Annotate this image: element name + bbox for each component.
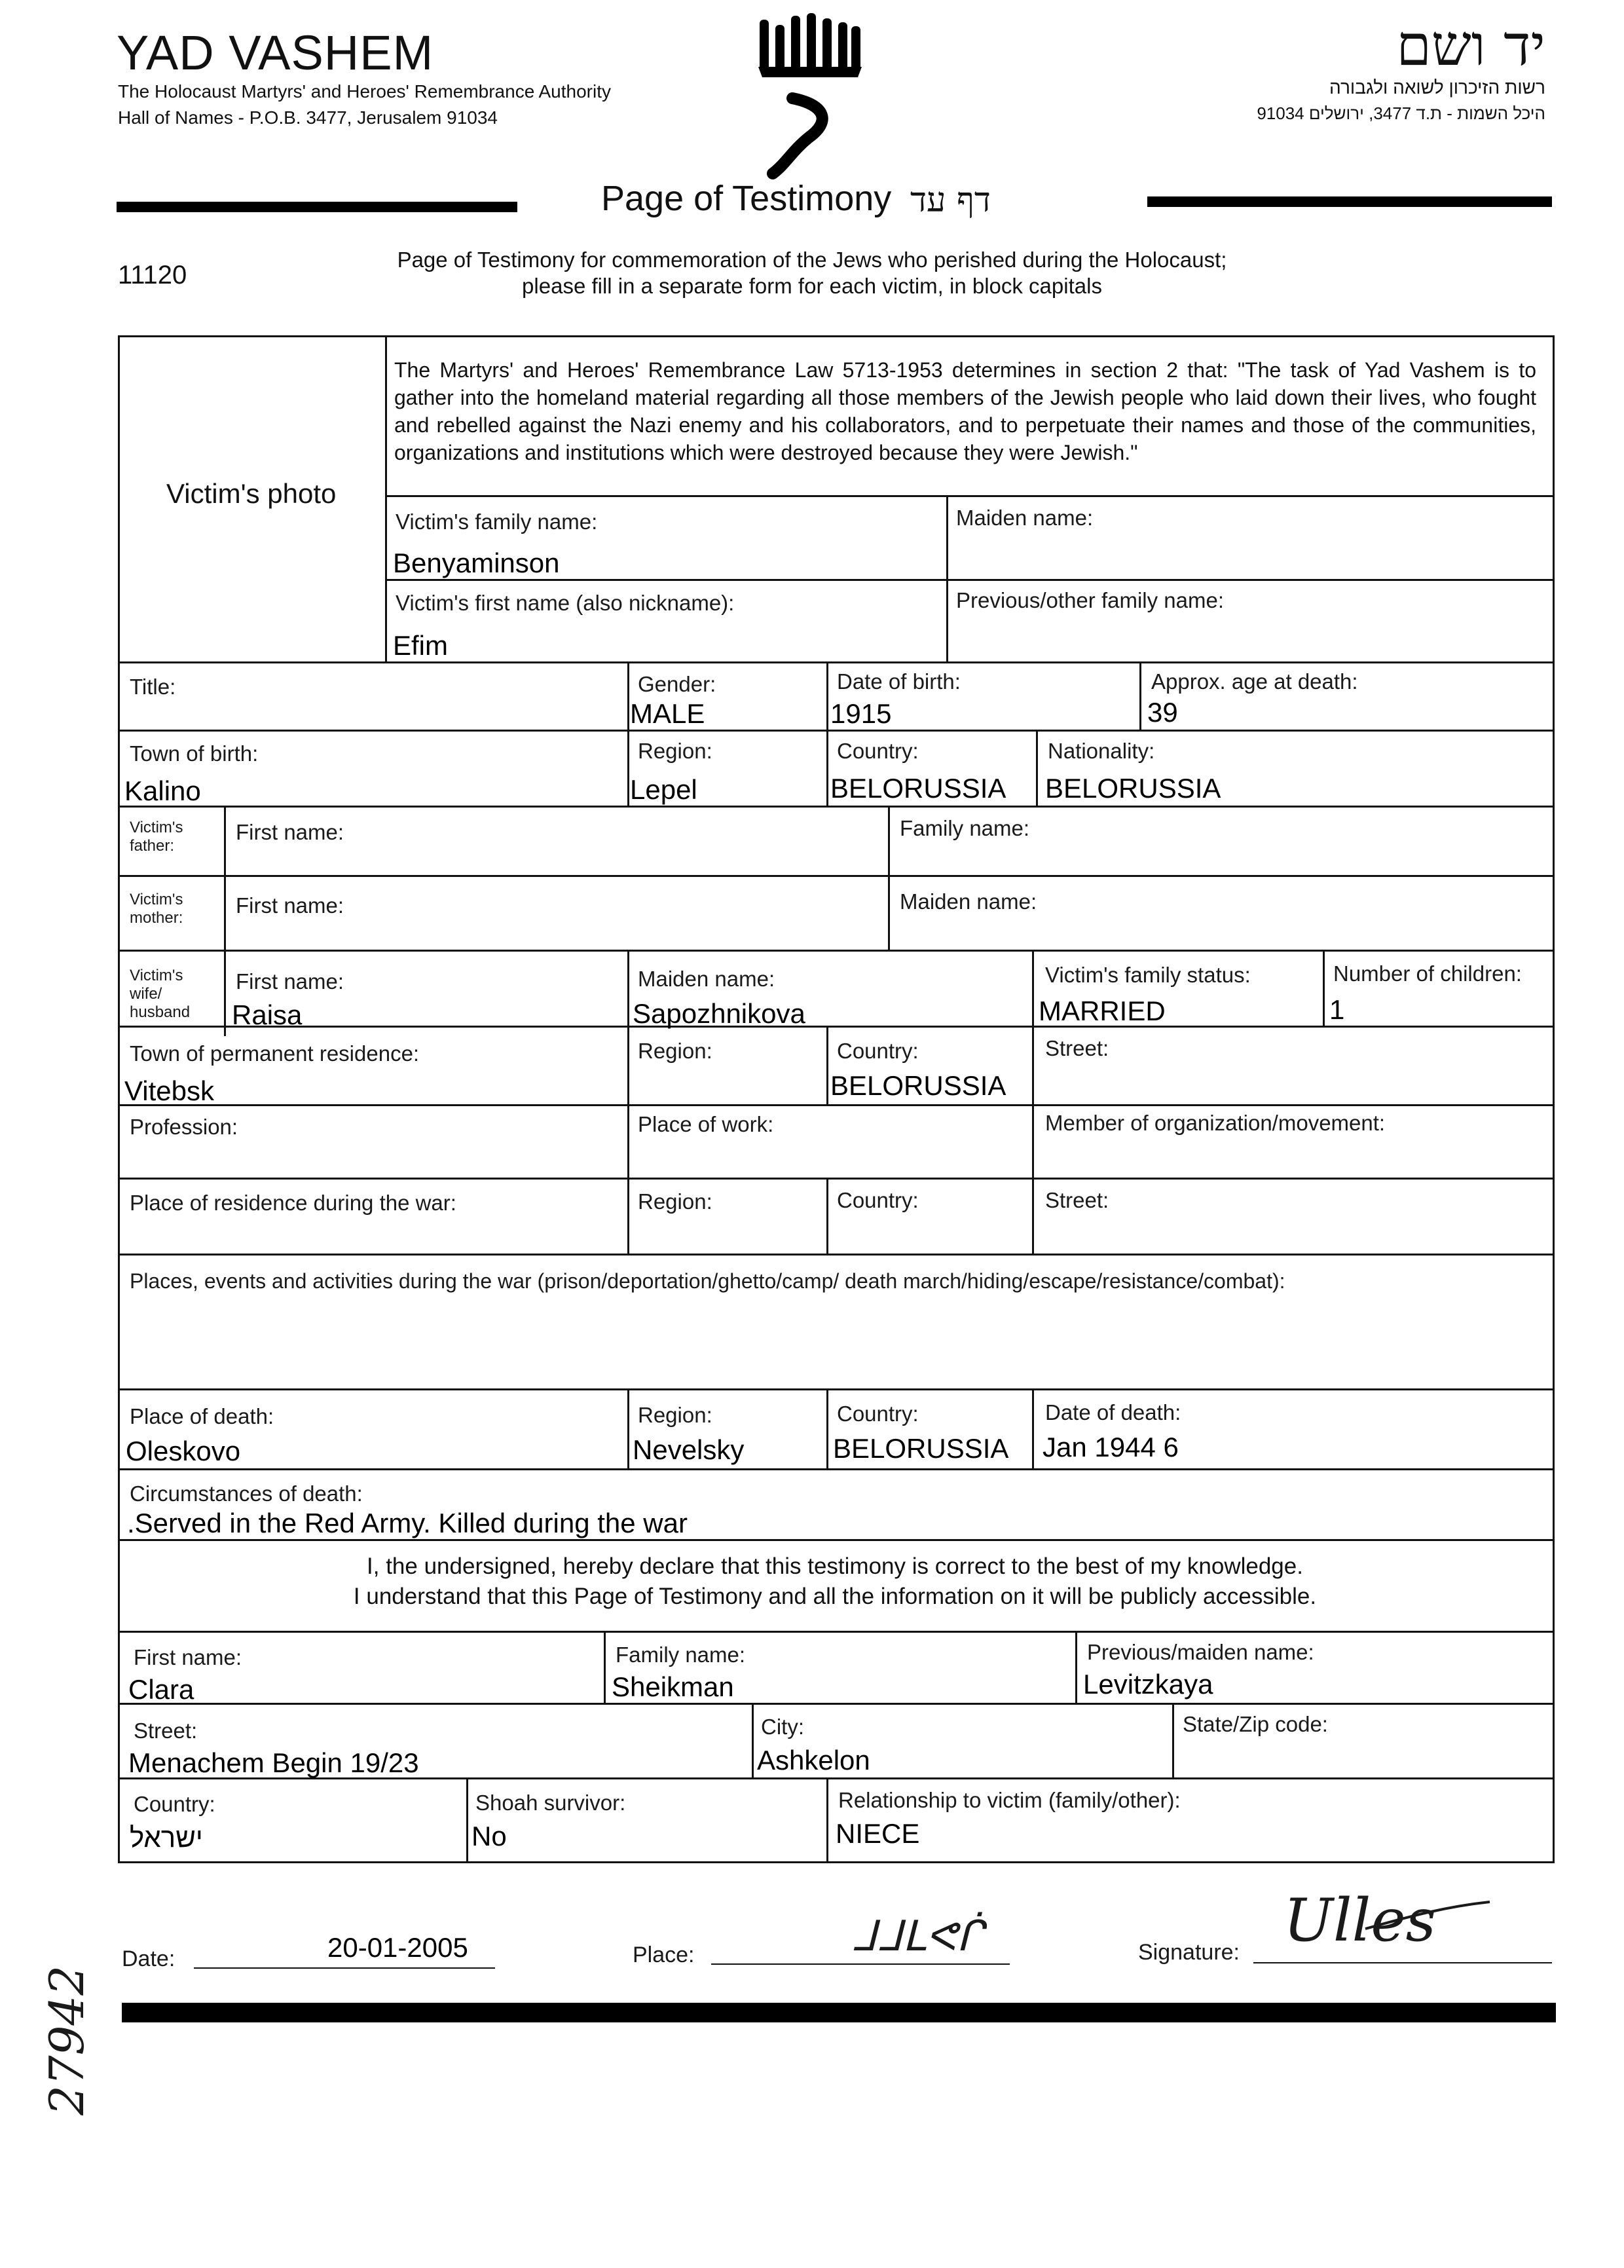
- gender-value[interactable]: MALE: [630, 698, 705, 729]
- intro-line-2: please fill in a separate form for each victim, in block capitals: [522, 274, 1102, 298]
- birth-country-label: Country:: [837, 739, 919, 763]
- nationality-label: Nationality:: [1048, 739, 1155, 763]
- submitter-first-name-value[interactable]: Clara: [128, 1674, 194, 1705]
- submitter-city-label: City:: [761, 1715, 804, 1739]
- submitter-prev-name-value[interactable]: Levitzkaya: [1083, 1669, 1213, 1700]
- victim-first-name-label: Victim's first name (also nickname):: [396, 591, 735, 615]
- signature-flourish-icon: [1362, 1899, 1493, 1939]
- nationality-value[interactable]: BELORUSSIA: [1045, 773, 1221, 804]
- shoah-survivor-label: Shoah survivor:: [475, 1791, 626, 1815]
- death-region-label: Region:: [638, 1403, 712, 1427]
- intro-line-1: Page of Testimony for commemoration of the Jews who perished during the Holocaust;: [397, 248, 1227, 272]
- spouse-maiden-name-value[interactable]: Sapozhnikova: [633, 998, 805, 1029]
- member-organization-label: Member of organization/movement:: [1045, 1111, 1386, 1135]
- org-name-hebrew: יד ושם: [1396, 13, 1545, 79]
- war-street-label: Street:: [1045, 1188, 1109, 1212]
- family-status-label: Victim's family status:: [1045, 963, 1251, 987]
- org-address-hebrew: היכל השמות - ת.ד 3477, ירושלים 91034: [1257, 103, 1545, 123]
- footer-date-value[interactable]: 20-01-2005: [327, 1932, 468, 1963]
- mother-maiden-name-label: Maiden name:: [900, 889, 1037, 914]
- death-country-label: Country:: [837, 1402, 919, 1426]
- circumstances-label: Circumstances of death:: [130, 1481, 363, 1506]
- residence-street-label: Street:: [1045, 1036, 1109, 1060]
- submitter-country-value[interactable]: ישראל: [130, 1822, 203, 1853]
- signature-handwritten[interactable]: Ulles: [1283, 1886, 1436, 1955]
- menorah-logo-icon: [753, 7, 864, 183]
- spouse-first-name-value[interactable]: Raisa: [232, 999, 303, 1030]
- date-of-death-label: Date of death:: [1045, 1400, 1181, 1424]
- law-text: The Martyrs' and Heroes' Remembrance Law 5713-1953 determines in section 2 that: "The task of Yad Vashem is to gather into the homeland material regarding all those members of the Jewish people who laid down their lives, who fought and rebelled against the Nazi enemy and his collaborators, and to perpetuate their names and those of the communities, organizations and institutions which were destroyed because they were Jewish.": [394, 358, 1536, 464]
- birth-region-value[interactable]: Lepel: [630, 774, 697, 805]
- birth-country-value[interactable]: BELORUSSIA: [830, 773, 1006, 804]
- date-of-birth-label: Date of birth:: [837, 669, 961, 694]
- footer-place-label: Place:: [633, 1943, 695, 1967]
- town-of-birth-value[interactable]: Kalino: [124, 775, 201, 806]
- org-address: Hall of Names - P.O.B. 3477, Jerusalem 91034: [118, 107, 498, 128]
- war-events-label: Places, events and activities during the war (prison/deportation/ghetto/camp/ death march/hiding/escape/resistance/combat):: [130, 1269, 1285, 1293]
- date-of-death-value[interactable]: Jan 1944 6: [1043, 1432, 1179, 1462]
- victim-family-name[interactable]: Benyaminson: [393, 548, 560, 578]
- maiden-name-label: Maiden name:: [956, 506, 1094, 530]
- war-country-label: Country:: [837, 1188, 919, 1212]
- submitter-zip-label: State/Zip code:: [1183, 1712, 1328, 1736]
- death-region-value[interactable]: Nevelsky: [633, 1434, 745, 1465]
- footer-signature-line: [1253, 1962, 1552, 1963]
- permanent-residence-label: Town of permanent residence:: [130, 1041, 420, 1066]
- permanent-residence-value[interactable]: Vitebsk: [124, 1075, 214, 1106]
- org-subtitle: The Holocaust Martyrs' and Heroes' Remembrance Authority: [118, 81, 612, 102]
- submitter-first-name-label: First name:: [134, 1645, 242, 1669]
- title-bar-right: [1147, 196, 1552, 207]
- submitter-family-name-label: Family name:: [616, 1643, 746, 1667]
- title-bar-left: [117, 202, 517, 212]
- submitter-street-label: Street:: [134, 1719, 198, 1743]
- relationship-label: Relationship to victim (family/other):: [838, 1788, 1181, 1812]
- town-of-birth-label: Town of birth:: [130, 741, 259, 766]
- father-family-name-label: Family name:: [900, 816, 1030, 840]
- margin-handwritten-number: 27942: [39, 1965, 94, 2115]
- org-subtitle-hebrew: רשות הזיכרון לשואה ולגבורה: [1329, 77, 1545, 98]
- war-region-label: Region:: [638, 1189, 712, 1214]
- submitter-street-value[interactable]: Menachem Begin 19/23: [128, 1747, 419, 1778]
- org-name: YAD VASHEM: [117, 26, 434, 80]
- place-of-work-label: Place of work:: [638, 1112, 774, 1136]
- number-of-children-label: Number of children:: [1333, 961, 1522, 986]
- age-at-death-label: Approx. age at death:: [1151, 669, 1358, 694]
- mother-first-name-label: First name:: [236, 893, 344, 918]
- previous-family-name-label: Previous/other family name:: [956, 588, 1225, 612]
- shoah-survivor-value[interactable]: No: [471, 1821, 507, 1851]
- victim-family-name-label: Victim's family name:: [396, 510, 598, 534]
- submitter-city-value[interactable]: Ashkelon: [757, 1745, 870, 1775]
- victim-first-name[interactable]: Efim: [393, 630, 448, 661]
- profession-label: Profession:: [130, 1115, 238, 1139]
- circumstances-value[interactable]: .Served in the Red Army. Killed during the war: [127, 1508, 688, 1538]
- place-of-death-label: Place of death:: [130, 1404, 274, 1428]
- death-country-value[interactable]: BELORUSSIA: [833, 1433, 1009, 1464]
- form-id: 11120: [118, 261, 187, 289]
- footer-date-label: Date:: [122, 1946, 175, 1971]
- declaration-line-1: I, the undersigned, hereby declare that this testimony is correct to the best of my knowledge.: [367, 1553, 1303, 1579]
- footer-place-line: [711, 1963, 1010, 1965]
- page-title-hebrew: דף עד: [910, 181, 991, 220]
- family-status-value[interactable]: MARRIED: [1039, 995, 1166, 1026]
- residence-region-label: Region:: [638, 1039, 712, 1063]
- mother-row-label: Victim's mother:: [130, 891, 183, 927]
- declaration-line-2: I understand that this Page of Testimony and all the information on it will be publicly accessible.: [353, 1584, 1317, 1609]
- footer-signature-label: Signature:: [1138, 1940, 1240, 1965]
- spouse-first-name-label: First name:: [236, 969, 344, 994]
- spouse-maiden-name-label: Maiden name:: [638, 967, 775, 991]
- birth-region-label: Region:: [638, 739, 712, 763]
- victim-photo-label: Victim's photo: [166, 478, 337, 509]
- residence-country-value[interactable]: BELORUSSIA: [830, 1070, 1006, 1101]
- page-title: Page of Testimony: [601, 179, 892, 218]
- war-residence-label: Place of residence during the war:: [130, 1191, 456, 1215]
- father-row-label: Victim's father:: [130, 819, 183, 855]
- date-of-birth-value[interactable]: 1915: [830, 698, 892, 729]
- number-of-children-value[interactable]: 1: [1329, 994, 1345, 1025]
- submitter-prev-name-label: Previous/maiden name:: [1087, 1640, 1314, 1664]
- age-at-death-value[interactable]: 39: [1147, 697, 1178, 728]
- relationship-value[interactable]: NIECE: [836, 1818, 920, 1849]
- father-first-name-label: First name:: [236, 820, 344, 844]
- place-of-death-value[interactable]: Oleskovo: [126, 1436, 241, 1466]
- spouse-row-label: Victim's wife/ husband: [130, 967, 191, 1021]
- footer-place-handwritten[interactable]: ᒧᒧᒪᕙᒌ: [851, 1912, 983, 1961]
- footer-bar: [122, 2003, 1556, 2022]
- residence-country-label: Country:: [837, 1039, 919, 1063]
- footer-date-line: [194, 1967, 495, 1969]
- submitter-country-label: Country:: [134, 1792, 215, 1816]
- submitter-family-name-value[interactable]: Sheikman: [612, 1671, 734, 1702]
- gender-label: Gender:: [638, 672, 716, 696]
- title-label: Title:: [130, 675, 176, 699]
